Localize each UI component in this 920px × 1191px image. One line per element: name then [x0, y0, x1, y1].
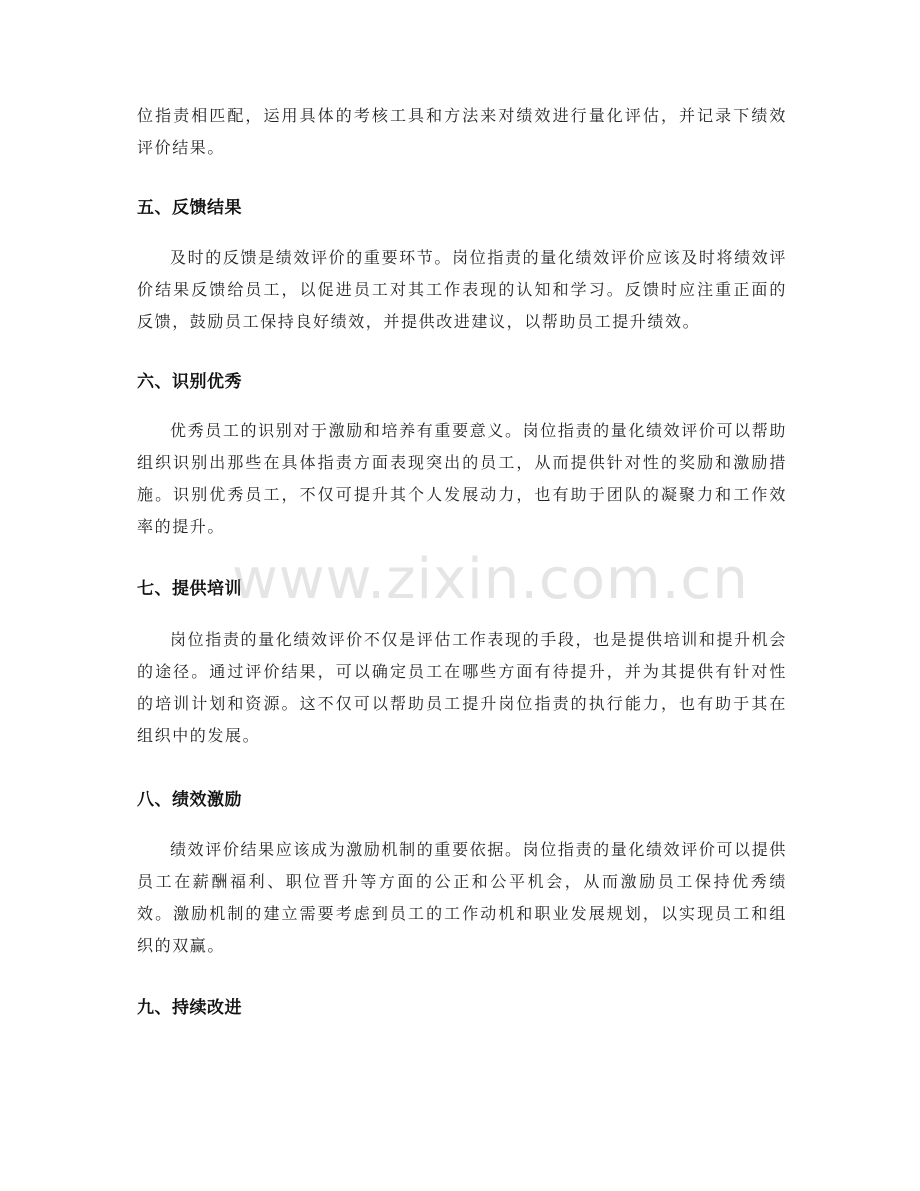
section-heading-5: 五、反馈结果	[137, 198, 242, 218]
intro-paragraph: 位指责相匹配，运用具体的考核工具和方法来对绩效进行量化评估，并记录下绩效评价结果。	[137, 106, 787, 157]
section-paragraph-7: 岗位指责的量化绩效评价不仅是评估工作表现的手段，也是提供培训和提升机会的途径。通过评价结果，可以确定员工在哪些方面有待提升，并为其提供有针对性的培训计划和资源。这不仅可以帮助员工提升岗位指责的执行能力，也有助于其在组织中的发展。	[137, 630, 787, 745]
section-heading-8: 八、绩效激励	[137, 790, 242, 810]
section-heading-6: 六、识别优秀	[137, 372, 242, 392]
section-paragraph-5: 及时的反馈是绩效评价的重要环节。岗位指责的量化绩效评价应该及时将绩效评价结果反馈给员工，以促进员工对其工作表现的认知和学习。反馈时应注重正面的反馈，鼓励员工保持良好绩效，并提供改进建议，以帮助员工提升绩效。	[137, 248, 787, 331]
section-paragraph-6: 优秀员工的识别对于激励和培养有重要意义。岗位指责的量化绩效评价可以帮助组织识别出那些在具体指责方面表现突出的员工，从而提供针对性的奖励和激励措施。识别优秀员工，不仅可提升其个人发展动力，也有助于团队的凝聚力和工作效率的提升。	[137, 421, 787, 536]
section-paragraph-8: 绩效评价结果应该成为激励机制的重要依据。岗位指责的量化绩效评价可以提供员工在薪酬福利、职位晋升等方面的公正和公平机会，从而激励员工保持优秀绩效。激励机制的建立需要考虑到员工的工作动机和职业发展规划，以实现员工和组织的双赢。	[137, 840, 787, 955]
section-heading-9: 九、持续改进	[137, 998, 242, 1018]
section-heading-7: 七、提供培训	[137, 579, 242, 599]
watermark-text: www.zixin.com.cn	[232, 547, 749, 612]
